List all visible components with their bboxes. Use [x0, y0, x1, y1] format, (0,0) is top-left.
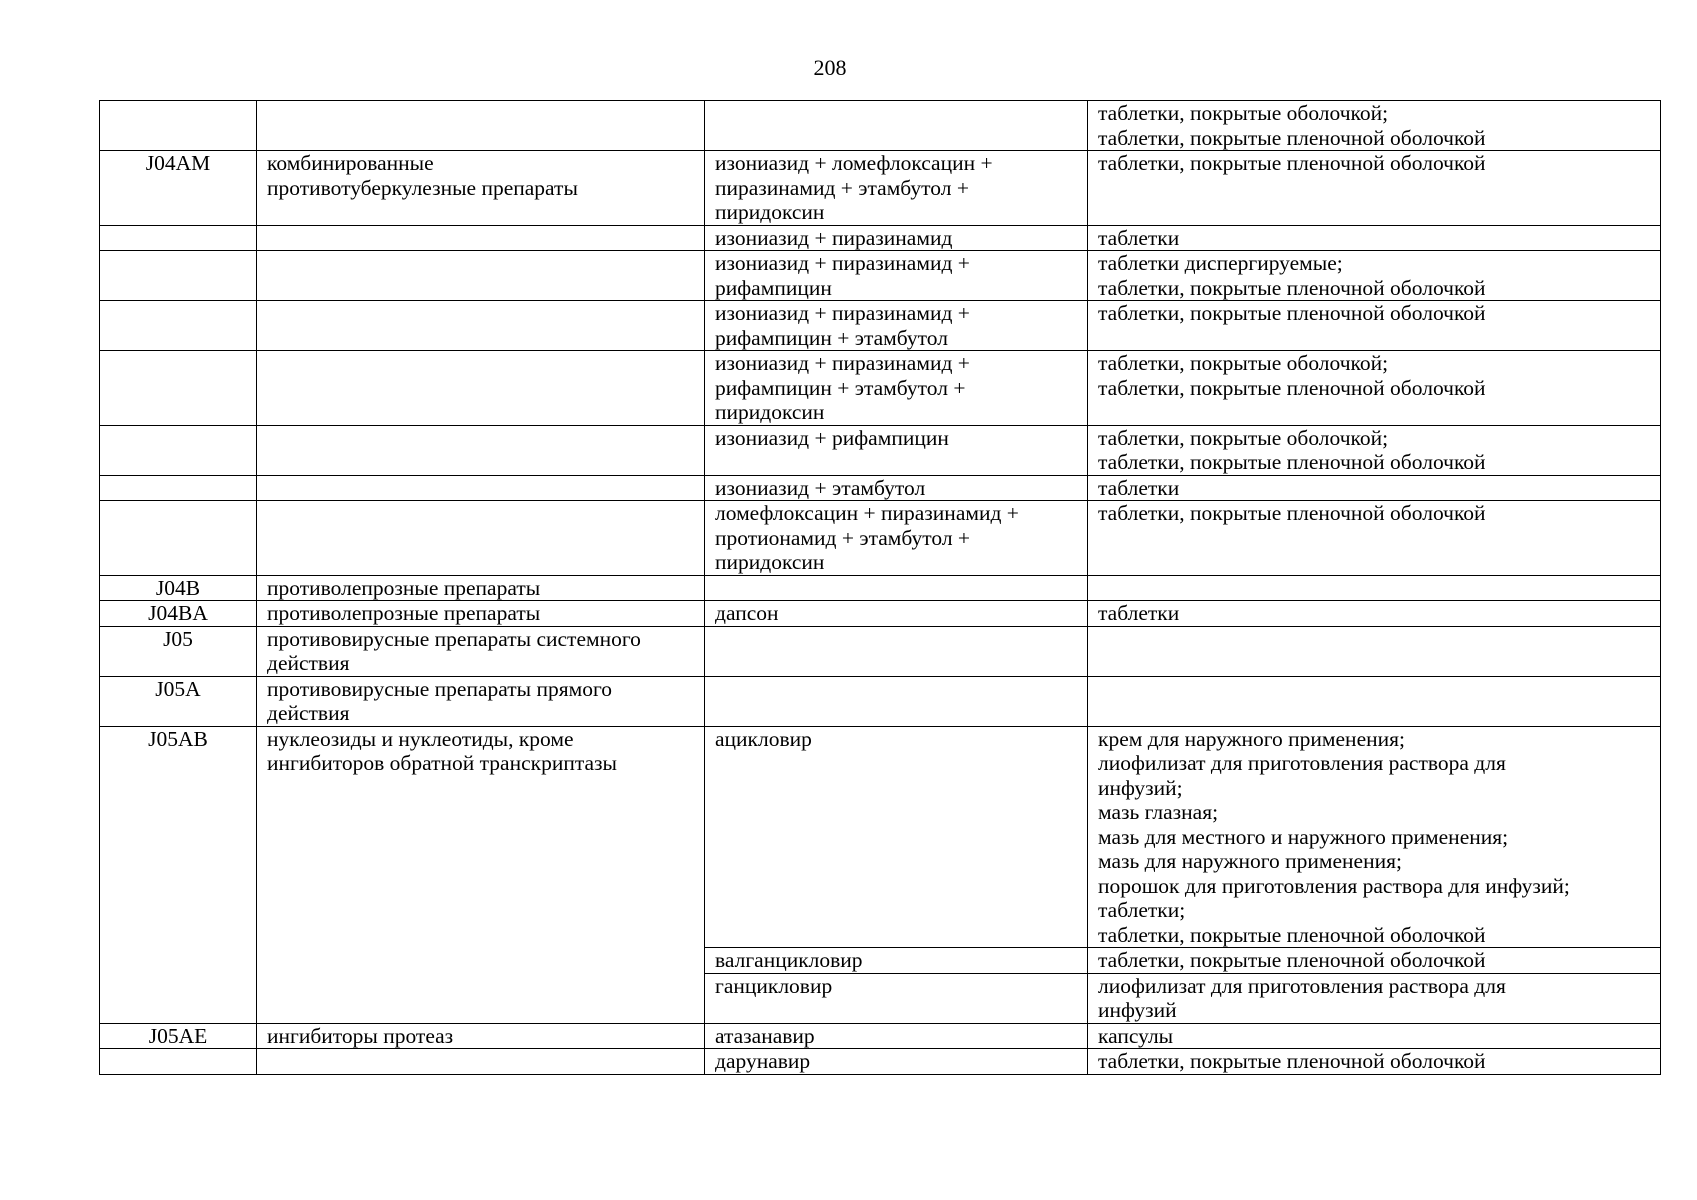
table-row	[100, 475, 1661, 501]
table-row	[100, 225, 1661, 251]
group-name	[257, 425, 705, 475]
drug-name	[705, 101, 1088, 151]
dosage-form: капсулы	[1088, 1023, 1661, 1049]
page-number: 208	[813, 55, 847, 80]
group-name	[257, 225, 705, 251]
table-row	[100, 251, 1661, 301]
atc-code: J05AE	[100, 1023, 257, 1049]
group-name: противовирусные препараты прямого действия	[257, 676, 705, 726]
group-name: комбинированные противотуберкулезные препараты	[257, 151, 705, 226]
drug-name: атазанавир	[705, 1023, 1088, 1049]
drug-table	[99, 100, 1661, 1075]
drug-name: изониазид + ломефлоксацин + пиразинамид + этамбутол + пиридоксин	[705, 151, 1088, 226]
group-name: противолепрозные препараты	[257, 601, 705, 627]
table-row	[100, 351, 1661, 426]
atc-code	[100, 301, 257, 351]
atc-code: J05A	[100, 676, 257, 726]
atc-code: J05	[100, 626, 257, 676]
drug-name: изониазид + рифампицин	[705, 425, 1088, 475]
group-name	[257, 301, 705, 351]
drug-name: изониазид + пиразинамид	[705, 225, 1088, 251]
table-row	[100, 501, 1661, 576]
drug-name: валганцикловир	[705, 948, 1088, 974]
group-name	[257, 501, 705, 576]
atc-code	[100, 425, 257, 475]
group-name	[257, 351, 705, 426]
table-row	[100, 425, 1661, 475]
table-row	[100, 1049, 1661, 1075]
drug-name: ацикловир	[705, 726, 1088, 948]
atc-code	[100, 351, 257, 426]
table-row	[100, 101, 1661, 151]
atc-code	[100, 501, 257, 576]
dosage-form: лиофилизат для приготовления раствора для инфузий	[1088, 973, 1661, 1023]
group-name	[257, 101, 705, 151]
dosage-form	[1088, 626, 1661, 676]
atc-code: J04BA	[100, 601, 257, 627]
group-name: противолепрозные препараты	[257, 575, 705, 601]
group-name: нуклеозиды и нуклеотиды, кроме ингибиторов обратной транскриптазы	[257, 726, 705, 1023]
dosage-form: таблетки, покрытые пленочной оболочкой	[1088, 301, 1661, 351]
group-name	[257, 251, 705, 301]
group-name: противовирусные препараты системного действия	[257, 626, 705, 676]
table-row	[100, 151, 1661, 226]
group-name: ингибиторы протеаз	[257, 1023, 705, 1049]
drug-name: дапсон	[705, 601, 1088, 627]
drug-name: изониазид + пиразинамид + рифампицин	[705, 251, 1088, 301]
dosage-form: таблетки, покрытые пленочной оболочкой	[1088, 501, 1661, 576]
dosage-form	[1088, 676, 1661, 726]
table-row	[100, 626, 1661, 676]
drug-name: ломефлоксацин + пиразинамид + протионамид + этамбутол + пиридоксин	[705, 501, 1088, 576]
atc-code	[100, 1049, 257, 1075]
drug-name: изониазид + этамбутол	[705, 475, 1088, 501]
atc-code	[100, 475, 257, 501]
dosage-form: таблетки, покрытые оболочкой; таблетки, покрытые пленочной оболочкой	[1088, 351, 1661, 426]
drug-name	[705, 626, 1088, 676]
dosage-form	[1088, 575, 1661, 601]
table-row	[100, 726, 1661, 948]
atc-code: J04B	[100, 575, 257, 601]
table-row	[100, 575, 1661, 601]
table-row	[100, 301, 1661, 351]
atc-code: J04AM	[100, 151, 257, 226]
dosage-form: крем для наружного применения; лиофилизат для приготовления раствора для инфузий; мазь глазная; мазь для местного и наружного применения; мазь для наружного применения; порошок для приготовления раствора для инфузий; таблетки; таблетки, покрытые пленочной оболочкой	[1088, 726, 1661, 948]
dosage-form: таблетки	[1088, 225, 1661, 251]
dosage-form: таблетки, покрытые пленочной оболочкой	[1088, 151, 1661, 226]
dosage-form: таблетки	[1088, 601, 1661, 627]
drug-name: изониазид + пиразинамид + рифампицин + этамбутол + пиридоксин	[705, 351, 1088, 426]
group-name	[257, 1049, 705, 1075]
drug-name: дарунавир	[705, 1049, 1088, 1075]
atc-code	[100, 101, 257, 151]
dosage-form: таблетки	[1088, 475, 1661, 501]
dosage-form: таблетки, покрытые пленочной оболочкой	[1088, 1049, 1661, 1075]
dosage-form: таблетки диспергируемые; таблетки, покрытые пленочной оболочкой	[1088, 251, 1661, 301]
drug-name: изониазид + пиразинамид + рифампицин + этамбутол	[705, 301, 1088, 351]
table-row	[100, 1023, 1661, 1049]
drug-name	[705, 676, 1088, 726]
atc-code: J05AB	[100, 726, 257, 1023]
dosage-form: таблетки, покрытые пленочной оболочкой	[1088, 948, 1661, 974]
dosage-form: таблетки, покрытые оболочкой; таблетки, покрытые пленочной оболочкой	[1088, 425, 1661, 475]
group-name	[257, 475, 705, 501]
table-row	[100, 676, 1661, 726]
dosage-form: таблетки, покрытые оболочкой; таблетки, покрытые пленочной оболочкой	[1088, 101, 1661, 151]
drug-name: ганцикловир	[705, 973, 1088, 1023]
atc-code	[100, 251, 257, 301]
table-row	[100, 601, 1661, 627]
atc-code	[100, 225, 257, 251]
drug-name	[705, 575, 1088, 601]
